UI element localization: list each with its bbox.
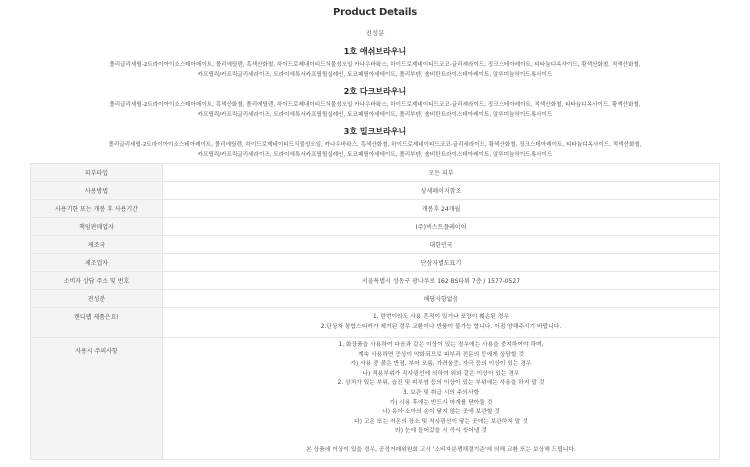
ingredient-line: 폴리글리세릴-2트라이아이소스테아레이트, 흑색산화철, 폴리에틸렌, 하이드로제네이티드식물성오일 카나우바왁스, 하이드로제네이티드코코-글리세라이드, 징크스테아레이트, 적색산화철, 티타늄디옥사이드, 황색산화철, bbox=[109, 102, 641, 108]
row-value: 모든 피부 bbox=[163, 164, 720, 182]
caution-line: 가) 사용 중 붉은 반점, 부어 오름, 가려움증, 자극 등의 이상이 있는 경우 bbox=[350, 361, 532, 368]
caution-line: 라) 눈에 들어갔을 시 즉시 씻어낼 것 bbox=[395, 428, 487, 435]
ingredient-list bbox=[30, 60, 720, 80]
row-value bbox=[163, 308, 720, 338]
caution-line: 1. 화장품을 사용하여 다음과 같은 이상이 있는 경우에는 사용을 중지하여야 하며, bbox=[338, 341, 544, 348]
caution-line: 나) 적용부위가 직사광선에 의하여 위와 같은 이상이 있는 경우 bbox=[362, 370, 520, 377]
ingredient-list bbox=[30, 140, 720, 160]
table-row bbox=[31, 236, 720, 254]
row-label: 사용시 주의사항 bbox=[31, 338, 163, 460]
ingredient-block-dark-brownie bbox=[30, 86, 720, 120]
ingredient-block-milk-brownie bbox=[30, 126, 720, 160]
row-label: 피부타입 bbox=[31, 164, 163, 182]
ingredient-line: 카프릴릭/카프릭글리세라이즈, 트라이에톡시카프릴릴실레인, 토코페릴아세테이트, 폴리부텐, 솔비탄트라이스테아레이트, 알루미늄하이드록사이드 bbox=[197, 152, 553, 158]
notice-line: 2.단상자 봉합스티커가 제거된 경우 교환이나 반품이 불가능 합니다. 이점 양해주시기 바랍니다. bbox=[320, 323, 562, 330]
page-title: Product Details bbox=[332, 7, 418, 18]
table-row bbox=[31, 290, 720, 308]
ingredient-name: 1호 애쉬브라우니 bbox=[343, 47, 407, 56]
row-label: 사용방법 bbox=[31, 182, 163, 200]
row-value: 단상자별도표기 bbox=[163, 254, 720, 272]
ingredient-list bbox=[30, 100, 720, 120]
row-value: 상세페이지참조 bbox=[163, 182, 720, 200]
notice-list bbox=[167, 313, 715, 332]
caution-line: 2. 상처가 있는 부위, 습진 및 피부염 등의 이상이 있는 부위에는 사용을 하지 말 것 bbox=[337, 380, 545, 387]
table-row bbox=[31, 164, 720, 182]
row-value bbox=[163, 338, 720, 460]
row-label: 사용기한 또는 개봉 후 사용기간 bbox=[31, 200, 163, 218]
caution-line: 본 상품에 이상이 있을 경우, 공정거래위원회 고시 '소비자분쟁해결기준'에 의해 교환 또는 보상해 드립니다. bbox=[306, 447, 576, 454]
table-row bbox=[31, 338, 720, 460]
caution-spacer bbox=[167, 437, 715, 447]
row-value: (주)넥스트플레이어 bbox=[163, 218, 720, 236]
table-row bbox=[31, 200, 720, 218]
ingredient-name: 2호 다크브라우니 bbox=[343, 87, 407, 96]
table-row bbox=[31, 308, 720, 338]
ingredient-name: 3호 밀크브라우니 bbox=[343, 127, 407, 136]
table-row bbox=[31, 218, 720, 236]
ingredient-block-ash-brownie bbox=[30, 46, 720, 80]
caution-line: 다) 고온 또는 저온의 장소 및 직사광선이 닿는 곳에는 보관하지 말 것 bbox=[354, 418, 528, 425]
caution-line: 계속 사용하면 증상이 악화되므로 피부과 전문의 등에게 상담할 것 bbox=[358, 351, 524, 358]
row-value: 대한민국 bbox=[163, 236, 720, 254]
caution-line: 나) 유아·소아의 손이 닿지 않는 곳에 보관할 것 bbox=[382, 409, 500, 416]
ingredient-line: 폴리글리세릴-2트라이아이소스테아레이트, 폴리에틸렌, 하이드로제네이티드식물성오일, 카나우바왁스, 흑색산화철, 하이드로제네이티드코코-글리세라이드, 황색산화철, 징크스테아레이트, 티타늄디옥사이드, 적색산화철, bbox=[108, 142, 642, 148]
row-value: 개봉후 24개월 bbox=[163, 200, 720, 218]
row-label: 전성분 bbox=[31, 290, 163, 308]
row-label: 캔디랩 제품은요! bbox=[31, 308, 163, 338]
table-row bbox=[31, 254, 720, 272]
row-label: 제조국 bbox=[31, 236, 163, 254]
row-label: 소비자 상담 주소 및 번호 bbox=[31, 272, 163, 290]
notice-line: 1. 한번이라도 사용 흔적이 있거나 포장이 훼손된 경우 bbox=[372, 313, 510, 320]
caution-list bbox=[167, 341, 715, 456]
row-label: 제조업자 bbox=[31, 254, 163, 272]
row-label: 책임판매업자 bbox=[31, 218, 163, 236]
table-row bbox=[31, 182, 720, 200]
row-value: 해당사항없음 bbox=[163, 290, 720, 308]
ingredient-line: 카프릴릭/카프릭글리세라이즈, 트라이에톡시카프릴릴실레인, 토코페릴아세테이트, 폴리부텐, 솔비탄트라이스테아레이트, 알루미늄하이드록사이드 bbox=[197, 112, 553, 118]
row-value: 서울특별시 성동구 광나루로 162 BS타워 7층 / 1577-0527 bbox=[163, 272, 720, 290]
ingredient-line: 카프릴릭/카프릭글리세라이즈, 트라이에톡시카프릴릴실레인, 토코페릴아세테이트, 폴리부텐, 솔비탄트라이스테아레이트, 알루미늄하이드록사이드 bbox=[197, 72, 553, 78]
caution-line: 3. 보관 및 취급 시의 주의사항 bbox=[402, 389, 480, 396]
caution-line: 가) 사용 후에는 반드시 마개를 닫아둘 것 bbox=[389, 399, 493, 406]
ingredients-heading: 전성분 bbox=[365, 29, 385, 37]
table-row bbox=[31, 272, 720, 290]
product-info-table bbox=[30, 163, 720, 460]
ingredient-line: 폴리글리세릴-2트라이아이소스테아레이트, 폴리에틸렌, 흑색산화철, 하이드로제네이티드식물성오일 카나우바왁스, 하이드로제네이티드코코-글리세라이드, 징크스테아레이트, 티타늄디옥사이드, 황색산화철, 적색산화철, bbox=[109, 62, 641, 68]
